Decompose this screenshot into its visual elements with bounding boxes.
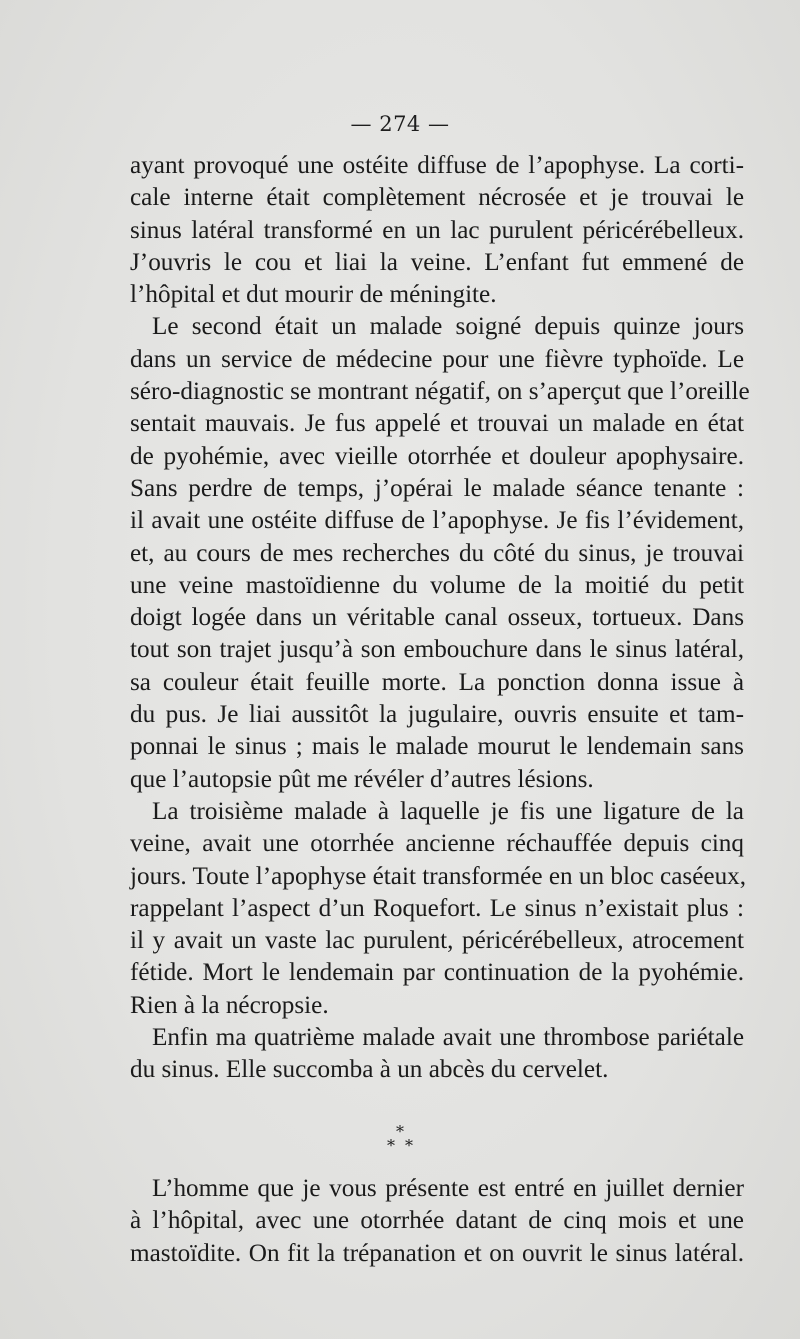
text-line: dans un service de médecine pour une fièvre typhoïde. Le [130,345,744,373]
text-line: séro-diagnostic se montrant négatif, on s’aperçut que l’oreille [130,378,750,406]
text-line: cale interne était complètement nécrosée et je trouvai le [130,184,744,212]
body-text [130,150,750,1087]
text-line: Rien à la nécropsie. [130,991,329,1019]
section-separator [0,1124,800,1154]
text-line: mastoïdite. On fit la trépanation et on ouvrit le sinus latéral. [130,1239,744,1267]
text-line: fétide. Mort le lendemain par continuation de la pyohémie. [130,959,744,987]
svg-text:*: * [387,1136,395,1154]
text-line: ayant provoqué une ostéite diffuse de l’apophyse. La corti- [130,152,744,179]
asterism-icon [380,1124,420,1154]
closing-text [130,1173,744,1270]
text-line: Sans perdre de temps, j’opérai le malade séance tenante : [130,474,744,502]
page-number: — 274 — [350,112,450,136]
text-line: de pyohémie, avec vieille otorrhée et douleur apophysaire. [130,442,744,470]
text-line: Enfin ma quatrième malade avait une thrombose pariétale [152,1024,744,1052]
text-line: du pus. Je liai aussitôt la jugulaire, ouvris ensuite et tam- [130,701,744,729]
text-line: il y avait un vaste lac purulent, péricérébelleux, atrocement [130,927,744,955]
text-line: sentait mauvais. Je fus appelé et trouvai un malade en état [130,410,744,438]
text-line: sa couleur était feuille morte. La ponction donna issue à [130,668,744,696]
text-line: ponnai le sinus ; mais le malade mourut le lendemain sans [130,733,744,761]
text-line: veine, avait une otorrhée ancienne réchauffée depuis cinq [130,830,744,858]
text-line: L’homme que je vous présente est entré en juillet dernier [152,1175,744,1202]
text-line: jours. Toute l’apophyse était transformée en un bloc caséeux, [130,862,747,890]
text-line: rappelant l’aspect d’un Roquefort. Le sinus n’existait plus : [130,894,744,922]
text-line: sinus latéral transformé en un lac purulent péricérébelleux. [130,216,744,244]
text-line: une veine mastoïdienne du volume de la moitié du petit [130,571,744,599]
text-line: du sinus. Elle succomba à un abcès du cervelet. [130,1056,609,1084]
text-line: il avait une ostéite diffuse de l’apophyse. Je fis l’évidement, [130,507,744,535]
svg-text:*: * [396,1124,404,1141]
text-line: que l’autopsie pût me révéler d’autres lésions. [130,765,594,793]
text-line: La troisième malade à laquelle je fis une ligature de la [152,797,744,825]
text-line: J’ouvris le cou et liai la veine. L’enfant fut emmené de [130,248,744,276]
text-line: à l’hôpital, avec une otorrhée datant de cinq mois et une [130,1207,744,1235]
text-line: Le second était un malade soigné depuis quinze jours [152,313,744,341]
text-line: tout son trajet jusqu’à son embouchure dans le sinus latéral, [130,636,744,664]
text-line: et, au cours de mes recherches du côté du sinus, je trouvai [130,539,744,567]
text-line: l’hôpital et dut mourir de méningite. [130,281,497,309]
svg-text:*: * [405,1136,413,1154]
text-line: doigt logée dans un véritable canal osseux, tortueux. Dans [130,604,744,632]
